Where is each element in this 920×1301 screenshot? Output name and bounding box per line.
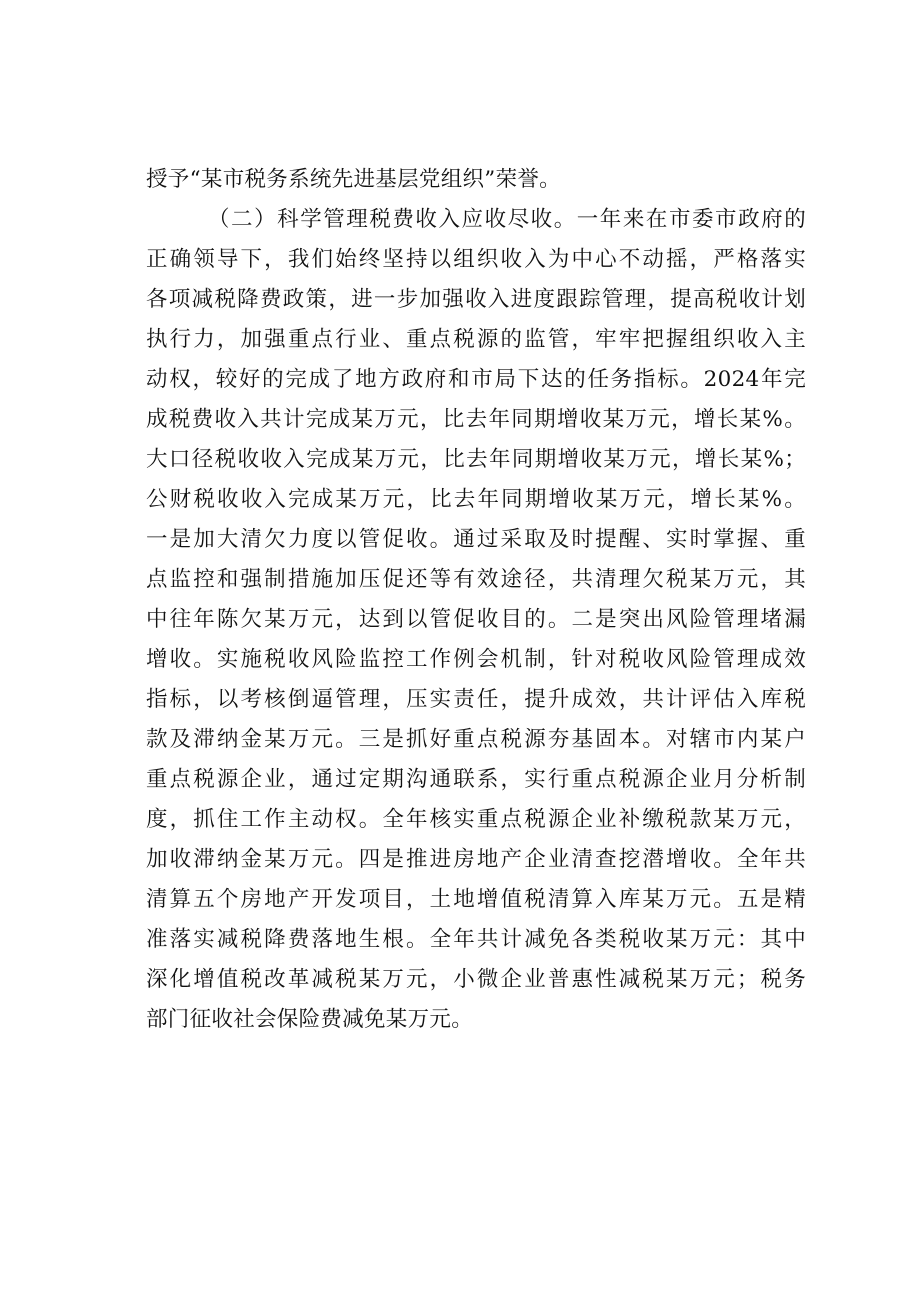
text-line: 深化增值税改革减税某万元，小微企业普惠性减税某万元；税务 [146,967,806,992]
text-line: 款及滞纳金某万元。三是抓好重点税源夯基固本。对辖市内某户 [146,727,806,752]
text-line: 指标，以考核倒逼管理，压实责任，提升成效，共计评估入库税 [146,687,806,712]
text-line: 部门征收社会保险费减免某万元。 [146,1007,474,1032]
text-line: 授予“某市税务系统先进基层党组织”荣誉。 [146,167,561,192]
text-line: 重点税源企业，通过定期沟通联系，实行重点税源企业月分析制 [146,767,806,792]
text-line: 增收。实施税收风险监控工作例会机制，针对税收风险管理成效 [146,647,806,672]
text-line: 加收滞纳金某万元。四是推进房地产企业清查挖潜增收。全年共 [146,847,806,872]
text-line: 准落实减税降费落地生根。全年共计减免各类税收某万元：其中 [146,927,806,952]
text-line: 清算五个房地产开发项目，土地增值税清算入库某万元。五是精 [146,887,806,912]
text-line: 点监控和强制措施加压促还等有效途径，共清理欠税某万元，其 [146,567,806,592]
text-line: 各项减税降费政策，进一步加强收入进度跟踪管理，提高税收计划 [146,287,806,312]
body-text [146,160,806,1040]
text-line: 正确领导下，我们始终坚持以组织收入为中心不动摇，严格落实 [146,247,806,272]
text-line: 成税费收入共计完成某万元，比去年同期增收某万元，增长某%。 [146,407,806,432]
text-line: 度，抓住工作主动权。全年核实重点税源企业补缴税款某万元， [146,807,806,832]
text-line: 执行力，加强重点行业、重点税源的监管，牢牢把握组织收入主 [146,327,806,352]
text-line: （二）科学管理税费收入应收尽收。一年来在市委市政府的 [208,207,806,232]
text-line: 动权，较好的完成了地方政府和市局下达的任务指标。2024年完 [146,367,806,392]
text-line: 一是加大清欠力度以管促收。通过采取及时提醒、实时掌握、重 [146,527,806,552]
text-line: 中往年陈欠某万元，达到以管促收目的。二是突出风险管理堵漏 [146,607,806,632]
text-line: 大口径税收收入完成某万元，比去年同期增收某万元，增长某%； [146,447,806,472]
text-line: 公财税收收入完成某万元，比去年同期增收某万元，增长某%。 [146,487,806,512]
